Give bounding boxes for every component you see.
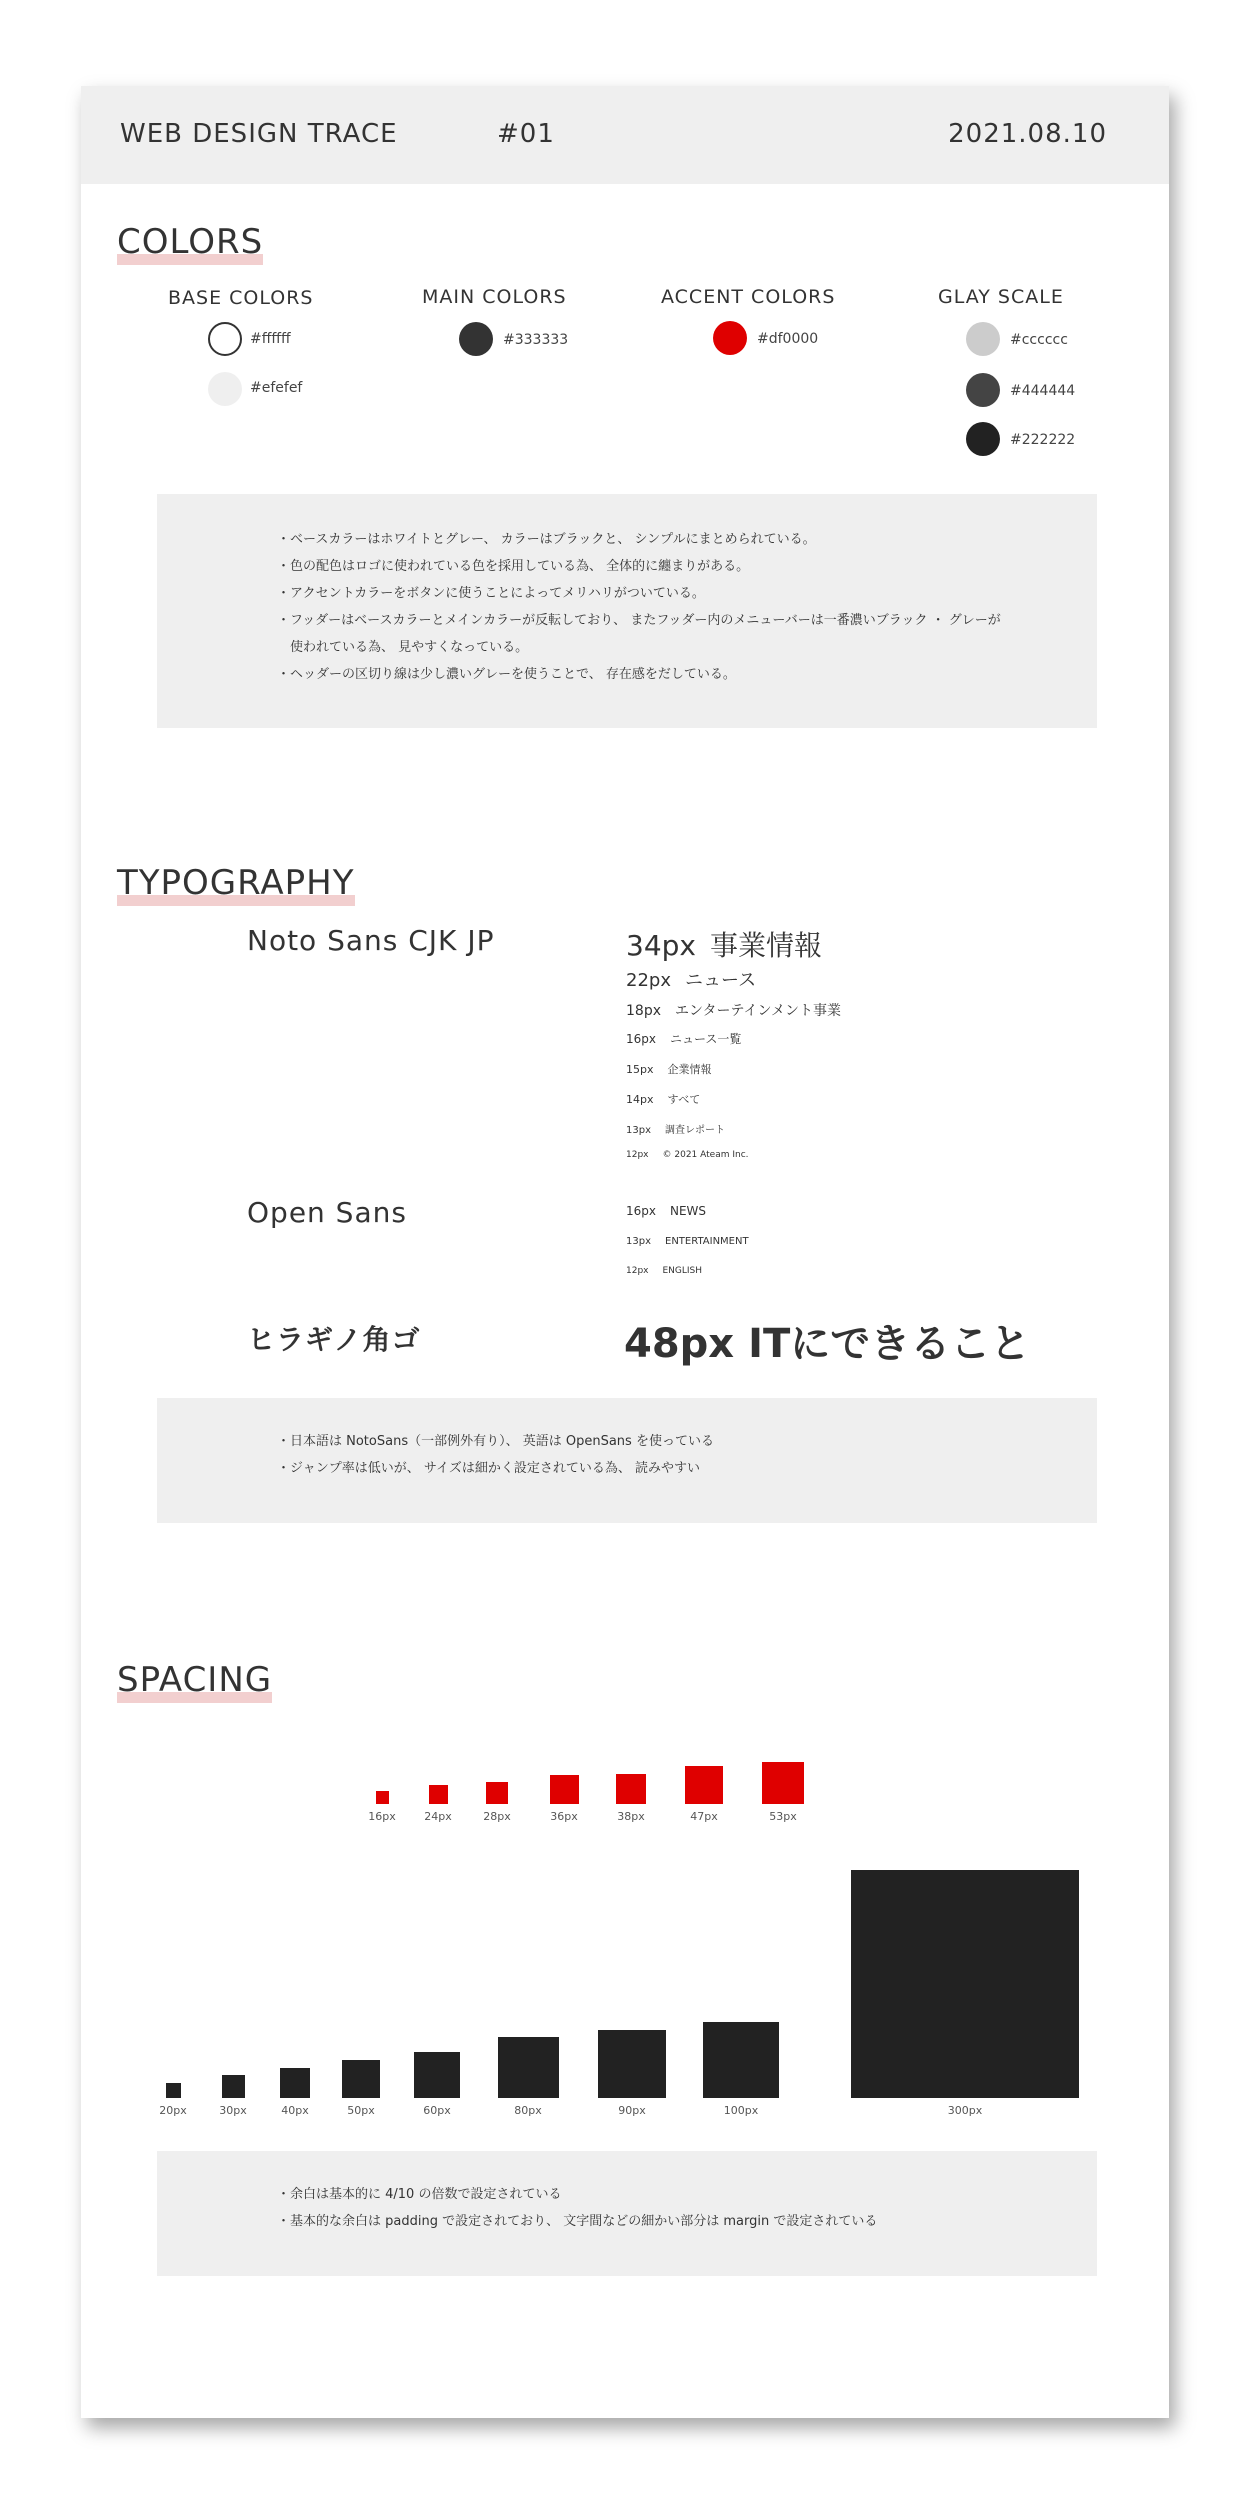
- spacing-notes-box: [157, 2151, 1097, 2276]
- hex-label: #333333: [503, 332, 569, 348]
- type-sample-48px: 48px ITにできること: [624, 1321, 1031, 1367]
- spacing-large-label: 30px: [219, 2104, 247, 2117]
- spacing-small-label: 36px: [550, 1810, 578, 1823]
- date-label: 2021.08.10: [948, 119, 1107, 149]
- spacing-large-square: [703, 2022, 779, 2098]
- spacing-small-label: 53px: [769, 1810, 797, 1823]
- spacing-small-square: [376, 1791, 389, 1804]
- brand-title: WEB DESIGN TRACE: [120, 119, 398, 149]
- spacing-large-square: [280, 2068, 310, 2098]
- spacing-large-square: [342, 2060, 380, 2098]
- design-sheet: [81, 86, 1169, 2418]
- spacing-large-label: 50px: [347, 2104, 375, 2117]
- spacing-large-label: 300px: [947, 2104, 983, 2117]
- spacing-notes-list: [277, 2181, 877, 2235]
- spacing-small-square: [486, 1782, 508, 1804]
- main-colors-heading: MAIN COLORS: [422, 286, 567, 308]
- spacing-large-square: [851, 1870, 1079, 2098]
- note-item: ・余白は基本的に 4/10 の倍数で設定されている: [277, 2187, 562, 2202]
- spacing-small-square: [685, 1766, 723, 1804]
- colors-notes-box: [157, 494, 1097, 728]
- type-sample-12px: 12px © 2021 Ateam Inc.: [626, 1150, 749, 1160]
- type-sample-14px: 14px すべて: [626, 1093, 701, 1106]
- spacing-large-square: [222, 2075, 245, 2098]
- spacing-small-square: [616, 1774, 646, 1804]
- swatch-222222: [966, 422, 1000, 456]
- header-bar: [81, 86, 1169, 184]
- spacing-large-square: [498, 2037, 559, 2098]
- spacing-large-square: [166, 2083, 181, 2098]
- type-sample-15px: 15px 企業情報: [626, 1063, 712, 1076]
- accent-colors-heading: ACCENT COLORS: [661, 286, 836, 308]
- swatch-cccccc: [966, 322, 1000, 356]
- typography-notes-list: [277, 1428, 714, 1482]
- note-item: ・日本語は NotoSans（一部例外有り）、 英語は OpenSans を使っている: [277, 1434, 714, 1449]
- spacing-large-square: [598, 2030, 666, 2098]
- note-item: ・ベースカラーはホワイトとグレー、 カラーはブラックと、 シンプルにまとめられている。: [277, 532, 816, 547]
- type-sample-22px: 22px ニュース: [626, 970, 757, 991]
- spacing-large-label: 80px: [514, 2104, 542, 2117]
- issue-number: #01: [497, 119, 555, 149]
- font-name-hiragino: ヒラギノ角ゴ: [247, 1323, 421, 1356]
- hex-label: #222222: [1010, 432, 1076, 448]
- base-colors-heading: BASE COLORS: [168, 287, 314, 309]
- type-sample-open-13px: 13px ENTERTAINMENT: [626, 1236, 749, 1247]
- hex-label: #cccccc: [1010, 332, 1068, 348]
- typography-notes-box: [157, 1398, 1097, 1523]
- spacing-large-label: 90px: [618, 2104, 646, 2117]
- spacing-section-title: SPACING: [117, 1663, 272, 1697]
- spacing-small-square: [550, 1775, 579, 1804]
- colors-notes-list: [277, 526, 1001, 688]
- type-sample-open-12px: 12px ENGLISH: [626, 1266, 703, 1276]
- spacing-small-square: [762, 1762, 804, 1804]
- spacing-large-label: 20px: [159, 2104, 187, 2117]
- note-item: ・ヘッダーの区切り線は少し濃いグレーを使うことで、 存在感をだしている。: [277, 667, 736, 682]
- font-name-noto: Noto Sans CJK JP: [247, 924, 495, 957]
- type-sample-18px: 18px エンターテインメント事業: [626, 1003, 842, 1019]
- swatch-444444: [966, 373, 1000, 407]
- spacing-small-label: 38px: [617, 1810, 645, 1823]
- spacing-large-square: [414, 2052, 460, 2098]
- swatch-333333: [459, 322, 493, 356]
- colors-section-title: COLORS: [117, 225, 263, 259]
- note-item: 使われている為、 見やすくなっている。: [277, 640, 529, 655]
- swatch-df0000: [713, 321, 747, 355]
- gray-scale-heading: GLAY SCALE: [938, 286, 1064, 308]
- spacing-small-label: 47px: [690, 1810, 718, 1823]
- spacing-large-label: 60px: [423, 2104, 451, 2117]
- hex-label: #ffffff: [250, 331, 291, 347]
- spacing-small-label: 24px: [424, 1810, 452, 1823]
- spacing-large-label: 40px: [281, 2104, 309, 2117]
- typography-section-title: TYPOGRAPHY: [117, 866, 355, 900]
- spacing-large-label: 100px: [723, 2104, 759, 2117]
- type-sample-13px: 13px 調査レポート: [626, 1125, 725, 1136]
- swatch-efefef: [208, 372, 242, 406]
- note-item: ・基本的な余白は padding で設定されており、 文字間などの細かい部分は margin で設定されている: [277, 2214, 878, 2229]
- hex-label: #444444: [1010, 383, 1076, 399]
- font-name-open-sans: Open Sans: [247, 1196, 407, 1229]
- hex-label: #df0000: [757, 331, 819, 347]
- note-item: ・色の配色はロゴに使われている色を採用している為、 全体的に纏まりがある。: [277, 559, 750, 574]
- hex-label: #efefef: [250, 380, 303, 396]
- type-sample-34px: 34px 事業情報: [626, 929, 822, 962]
- spacing-small-label: 16px: [368, 1810, 396, 1823]
- spacing-small-label: 28px: [483, 1810, 511, 1823]
- note-item: ・フッダーはベースカラーとメインカラーが反転しており、 またフッダー内のメニューバーは一番濃いブラック ・ グレーが: [277, 613, 1001, 628]
- type-sample-open-16px: 16px NEWS: [626, 1204, 707, 1218]
- type-sample-16px: 16px ニュース一覧: [626, 1032, 742, 1046]
- note-item: ・ジャンプ率は低いが、 サイズは細かく設定されている為、 読みやすい: [277, 1461, 700, 1476]
- note-item: ・アクセントカラーをボタンに使うことによってメリハリがついている。: [277, 586, 705, 601]
- spacing-small-square: [429, 1785, 448, 1804]
- swatch-ffffff: [208, 322, 242, 356]
